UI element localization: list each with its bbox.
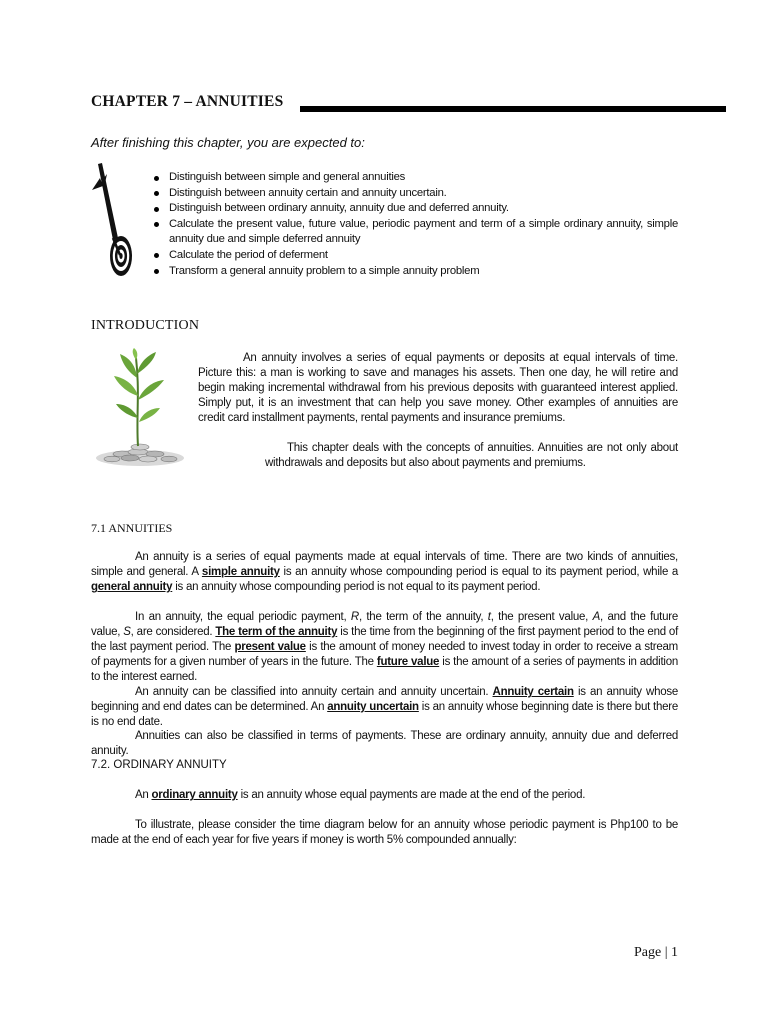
introduction-paragraph: An annuity involves a series of equal payments or deposits at equal intervals of time. Picture this: a man is working to save and manages his assets. Then one day, he will retire and begin making incremental withdrawal from his previous deposits with guaranteed interest applied. Simply put, it is an investment that can help you save money. Other examples of annuities are credit card installment payments, rental payments and insurance premiums. — [198, 352, 678, 424]
plant-coins-image — [92, 348, 188, 472]
objective-item: Calculate the present value, future value, periodic payment and term of a simple ordinary annuity, simple annuity due and simple deferred annuity — [152, 217, 678, 248]
text-span: , are considered. — [130, 626, 216, 638]
objectives-intro: After finishing this chapter, you are expected to: — [91, 135, 365, 150]
text-span: , the term of the annuity, — [358, 611, 488, 623]
text-span: is an annuity whose compounding period is equal to its payment period, while a — [279, 566, 678, 578]
chapter-title: CHAPTER 7 – ANNUITIES — [91, 93, 284, 110]
text-span: An annuity can be classified into annuity certain and annuity uncertain. — [135, 686, 493, 698]
dart-target-icon — [88, 160, 140, 278]
key-term: annuity uncertain — [327, 701, 419, 713]
body-paragraph — [91, 610, 678, 685]
body-paragraph: To illustrate, please consider the time diagram below for an annuity whose periodic payment is Php100 to be made at the end of each year for five years if money is worth 5% compounded annually: — [91, 819, 678, 846]
text-span: is the amount of a series of payments in addition to the interest earned. — [91, 656, 679, 683]
text-span: is an annuity whose compounding period is not equal to its payment period. — [172, 581, 541, 593]
variable: t — [487, 611, 491, 623]
text-span: is an annuity whose equal payments are made at the end of the period. — [237, 789, 586, 801]
section-heading: 7.2. ORDINARY ANNUITY — [91, 759, 227, 771]
objective-item: Distinguish between ordinary annuity, annuity due and deferred annuity. — [152, 201, 678, 217]
text-span: , the present value, — [490, 611, 593, 623]
key-term: Annuity certain — [492, 686, 574, 698]
key-term: general annuity — [91, 581, 173, 593]
objective-item: Distinguish between simple and general annuities — [152, 170, 678, 186]
body-paragraph — [91, 788, 678, 803]
key-term: ordinary annuity — [151, 789, 238, 801]
key-term: The term of the annuity — [215, 626, 338, 638]
body-paragraph: Annuities can also be classified in terms of payments. These are ordinary annuity, annuity due and deferred annuity. — [91, 730, 678, 757]
variable: R — [350, 611, 359, 623]
title-rule — [300, 106, 726, 112]
body-paragraph — [91, 550, 678, 595]
text-span: An — [135, 789, 152, 801]
variable: A — [592, 611, 601, 623]
objective-item: Calculate the period of deferment — [152, 248, 678, 264]
section-heading: 7.1 ANNUITIES — [91, 521, 173, 535]
key-term: simple annuity — [201, 566, 280, 578]
text-span: An annuity is a series of equal payments made at equal intervals of time. There are two kinds of annuities, simple and general. A — [91, 551, 678, 578]
objective-item: Transform a general annuity problem to a simple annuity problem — [152, 264, 678, 280]
text-span: In an annuity, the equal periodic payment, — [135, 611, 351, 623]
page-number: Page | 1 — [634, 945, 679, 960]
text-span: is the amount of money needed to invest today in order to receive a stream of payments for a given number of years in the future. The — [91, 641, 678, 668]
introduction-heading: INTRODUCTION — [91, 318, 200, 333]
introduction-paragraph: This chapter deals with the concepts of annuities. Annuities are not only about withdrawals and deposits but also about payments and premiums. — [265, 442, 678, 469]
text-span: is an annuity whose beginning date is there but there is no end date. — [91, 701, 678, 728]
key-term: present value — [234, 641, 306, 653]
body-paragraph — [91, 685, 678, 730]
objective-item: Distinguish between annuity certain and annuity uncertain. — [152, 186, 678, 202]
key-term: future value — [376, 656, 440, 668]
text-span: , and the future value, — [91, 611, 678, 638]
text-span: is an annuity whose beginning and end dates can be determined. An — [91, 686, 679, 713]
variable: S — [123, 626, 131, 638]
text-span: is the time from the beginning of the first payment period to the end of the last payment period. The — [91, 626, 679, 653]
objectives-list — [152, 170, 678, 279]
